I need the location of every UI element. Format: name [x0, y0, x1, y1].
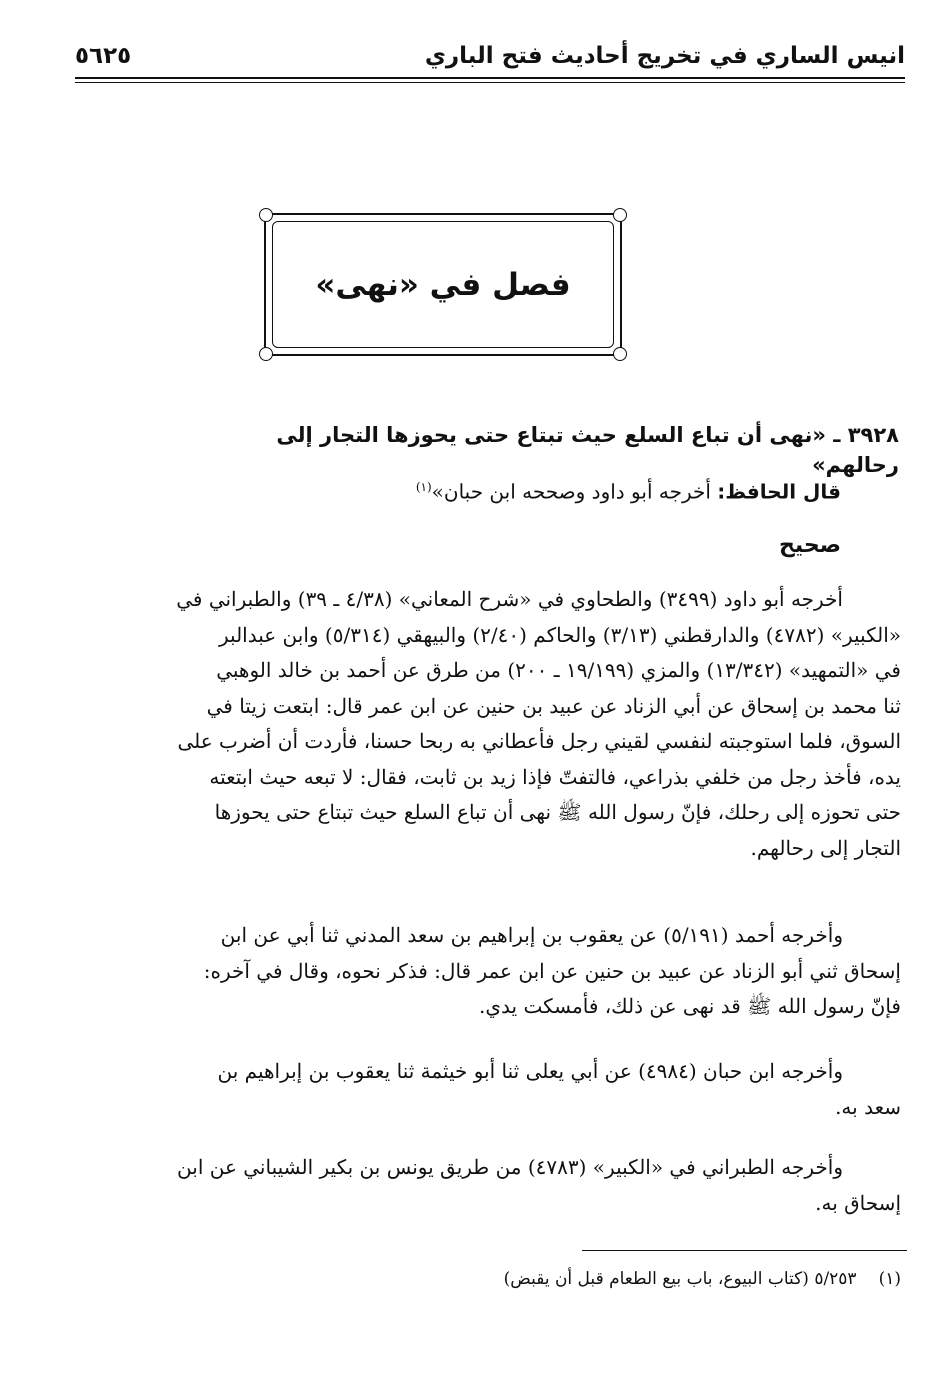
- frame-corner-ornament: [259, 208, 273, 222]
- hadith-heading-line: ٣٩٢٨ ـ «نهى أن تباع السلع حيث تبتاع حتى يحوزها التجار إلى: [276, 423, 899, 447]
- running-header: [75, 40, 905, 76]
- hadith-heading-line: رحالهم»: [812, 453, 899, 477]
- book-title: انيس الساري في تخريج أحاديث فتح الباري: [424, 43, 905, 69]
- takhrij-paragraph: [217, 1054, 901, 1125]
- paragraph-line: إسحاق ثني أبو الزناد عن عبيد بن حنين عن ابن عمر قال: فذكر نحوه، وقال في آخره:: [203, 958, 901, 983]
- hafiz-text: أخرجه أبو داود وصححه ابن حبان»: [431, 479, 718, 504]
- paragraph-line: وأخرجه الطبراني في «الكبير» (٤٧٨٣) من طريق يونس بن بكير الشيباني عن ابن: [177, 1155, 843, 1179]
- paragraph-line: التجار إلى رحالهم.: [750, 835, 901, 860]
- paragraph-line: يده، فأخذ رجل من خلفي بذراعي، فالتفتّ فإذا زيد بن ثابت، فقال: لا تبعه حيث ابتعته: [209, 764, 901, 789]
- footnote-text: ٥/٢٥٣ (كتاب البيوع، باب بيع الطعام قبل أن يقبض): [503, 1269, 857, 1289]
- frame-corner-ornament: [259, 347, 273, 361]
- paragraph-line: «الكبير» (٤٧٨٢) والدارقطني (٣/١٣) والحاكم (٢/٤٠) والبيهقي (٥/٣١٤) وابن عبدالبر: [219, 622, 901, 647]
- frame-corner-ornament: [613, 347, 627, 361]
- paragraph-line: أخرجه أبو داود (٣٤٩٩) والطحاوي في «شرح المعاني» (٤/٣٨ ـ ٣٩) والطبراني في: [176, 587, 843, 611]
- paragraph-line: ثنا محمد بن إسحاق عن أبي الزناد عن عبيد بن حنين عن ابن عمر قال: ابتعت زيتا في: [206, 693, 901, 718]
- chapter-title-frame: [264, 213, 622, 356]
- takhrij-paragraph: [176, 582, 901, 866]
- paragraph-line: سعد به.: [835, 1094, 901, 1119]
- frame-corner-ornament: [613, 208, 627, 222]
- paragraph-line: إسحاق به.: [815, 1190, 901, 1215]
- header-rule: [75, 77, 905, 79]
- header-rule-thin: [75, 82, 905, 83]
- footnote-number: (١): [878, 1269, 901, 1289]
- paragraph-line: وأخرجه أحمد (٥/١٩١) عن يعقوب بن إبراهيم بن سعد المدني ثنا أبي عن ابن: [220, 923, 843, 947]
- hafiz-statement: [416, 472, 841, 507]
- takhrij-paragraph: [177, 1150, 901, 1221]
- paragraph-line: وأخرجه ابن حبان (٤٩٨٤) عن أبي يعلى ثنا أبو خيثمة ثنا يعقوب بن إبراهيم بن: [217, 1059, 843, 1083]
- hafiz-label: قال الحافظ:: [717, 479, 841, 504]
- footnote: [504, 1266, 901, 1292]
- footnote-marker: (١): [415, 480, 432, 494]
- page-number: ٥٦٢٥: [75, 43, 132, 69]
- chapter-title: فصل في «نهى»: [315, 267, 571, 303]
- hadith-heading: [276, 420, 899, 480]
- footnote-separator: [582, 1250, 907, 1251]
- takhrij-paragraph: [204, 918, 901, 1025]
- paragraph-line: في «التمهيد» (١٣/٣٤٢) والمزي (١٩/١٩٩ ـ ٢٠٠) من طرق عن أحمد بن خالد الوهبي: [216, 658, 901, 682]
- paragraph-line: فإنّ رسول الله ﷺ قد نهى عن ذلك، فأمسكت يدي.: [479, 994, 901, 1018]
- paragraph-line: السوق، فلما استوجبته لنفسي لقيني رجل فأعطاني به ربحا حسنا، فأردت أن أضرب على: [177, 729, 901, 753]
- hadith-grade: صحيح: [779, 533, 841, 558]
- paragraph-line: حتى تحوزه إلى رحلك، فإنّ رسول الله ﷺ نهى أن تباع السلع حيث تبتاع حتى يحوزها: [214, 800, 901, 824]
